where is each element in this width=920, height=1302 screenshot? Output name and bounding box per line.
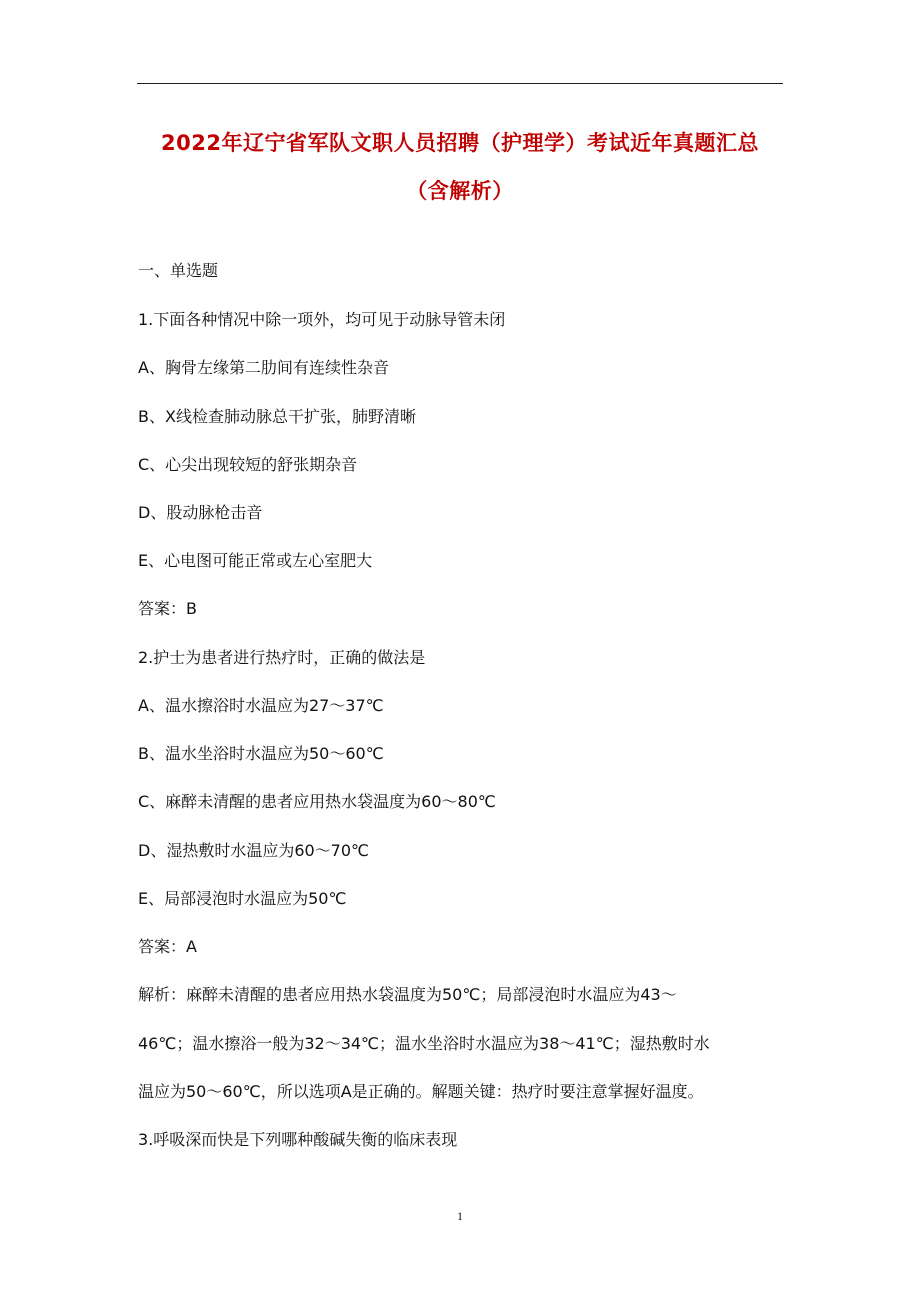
explanation-line: 温应为50～60℃，所以选项A是正确的。解题关键：热疗时要注意掌握好温度。: [138, 1082, 704, 1101]
option-c: C、心尖出现较短的舒张期杂音: [138, 455, 358, 474]
explanation-line: 解析：麻醉未清醒的患者应用热水袋温度为50℃；局部浸泡时水温应为43～: [138, 985, 677, 1004]
option-e: E、局部浸泡时水温应为50℃: [138, 889, 347, 908]
option-e: E、心电图可能正常或左心室肥大: [138, 551, 373, 570]
section-heading: 一、单选题: [138, 261, 219, 280]
document-title: 2022年辽宁省军队文职人员招聘（护理学）考试近年真题汇总: [161, 131, 759, 155]
question-stem: 1.下面各种情况中除一项外，均可见于动脉导管未闭: [138, 310, 506, 329]
document-title-subtitle: （含解析）: [406, 179, 514, 203]
answer: 答案：B: [138, 599, 197, 618]
option-b: B、温水坐浴时水温应为50～60℃: [138, 744, 384, 763]
answer: 答案：A: [138, 937, 197, 956]
question-stem: 2.护士为患者进行热疗时，正确的做法是: [138, 648, 426, 667]
option-a: A、胸骨左缘第二肋间有连续性杂音: [138, 358, 389, 377]
option-c: C、麻醉未清醒的患者应用热水袋温度为60～80℃: [138, 792, 496, 811]
option-a: A、温水擦浴时水温应为27～37℃: [138, 696, 384, 715]
header-rule: [137, 83, 783, 84]
option-b: B、X线检查肺动脉总干扩张，肺野清晰: [138, 407, 416, 426]
option-d: D、股动脉枪击音: [138, 503, 263, 522]
option-d: D、湿热敷时水温应为60～70℃: [138, 841, 370, 860]
page-number: 1: [457, 1209, 463, 1223]
explanation-line: 46℃；温水擦浴一般为32～34℃；温水坐浴时水温应为38～41℃；湿热敷时水: [138, 1034, 710, 1053]
question-stem: 3.呼吸深而快是下列哪种酸碱失衡的临床表现: [138, 1130, 458, 1149]
